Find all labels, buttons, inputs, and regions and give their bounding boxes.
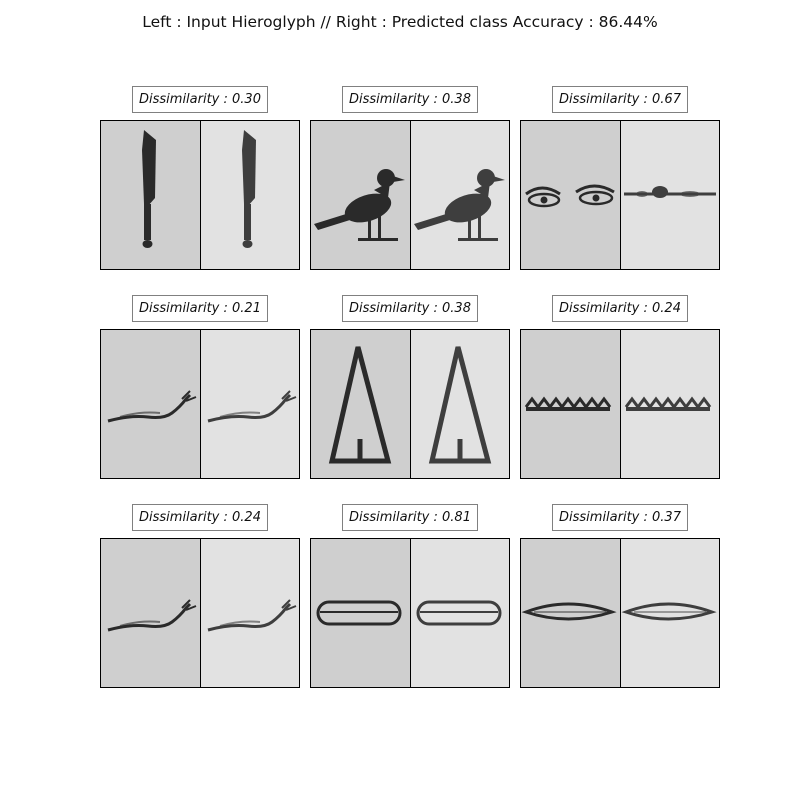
input-horned-viper-glyph bbox=[100, 538, 200, 688]
dissimilarity-caption: Dissimilarity : 0.38 bbox=[342, 295, 478, 322]
input-eyes-glyph bbox=[520, 120, 620, 270]
predicted-water-ripple-glyph bbox=[620, 329, 720, 479]
input-lens-glyph bbox=[520, 538, 620, 688]
predicted-bird-glyph bbox=[410, 120, 510, 270]
comparison-cell-3 bbox=[520, 92, 720, 270]
dissimilarity-caption: Dissimilarity : 0.30 bbox=[132, 86, 268, 113]
input-horned-viper-glyph bbox=[100, 329, 200, 479]
comparison-cell-1 bbox=[100, 92, 300, 270]
dissimilarity-caption: Dissimilarity : 0.67 bbox=[552, 86, 688, 113]
input-water-ripple-glyph bbox=[520, 329, 620, 479]
comparison-cell-8 bbox=[310, 510, 510, 688]
dissimilarity-caption: Dissimilarity : 0.24 bbox=[552, 295, 688, 322]
comparison-cell-7 bbox=[100, 510, 300, 688]
comparison-cell-9 bbox=[520, 510, 720, 688]
comparison-cell-5 bbox=[310, 301, 510, 479]
input-knife-glyph bbox=[100, 120, 200, 270]
comparison-cell-2 bbox=[310, 92, 510, 270]
input-triangle-glyph bbox=[310, 329, 410, 479]
dissimilarity-caption: Dissimilarity : 0.38 bbox=[342, 86, 478, 113]
predicted-lens-glyph bbox=[620, 538, 720, 688]
predicted-triangle-glyph bbox=[410, 329, 510, 479]
figure-title: Left : Input Hieroglyph // Right : Predicted class Accuracy : 86.44% bbox=[142, 13, 658, 31]
predicted-knife-glyph bbox=[200, 120, 300, 270]
dissimilarity-caption: Dissimilarity : 0.37 bbox=[552, 504, 688, 531]
comparison-cell-6 bbox=[520, 301, 720, 479]
predicted-eyes-glyph bbox=[620, 120, 720, 270]
input-bird-glyph bbox=[310, 120, 410, 270]
dissimilarity-caption: Dissimilarity : 0.21 bbox=[132, 295, 268, 322]
dissimilarity-caption: Dissimilarity : 0.24 bbox=[132, 504, 268, 531]
predicted-horned-viper-glyph bbox=[200, 329, 300, 479]
comparison-cell-4 bbox=[100, 301, 300, 479]
dissimilarity-caption: Dissimilarity : 0.81 bbox=[342, 504, 478, 531]
predicted-horned-viper-glyph bbox=[200, 538, 300, 688]
input-tether-rope-glyph bbox=[310, 538, 410, 688]
predicted-tether-rope-glyph bbox=[410, 538, 510, 688]
